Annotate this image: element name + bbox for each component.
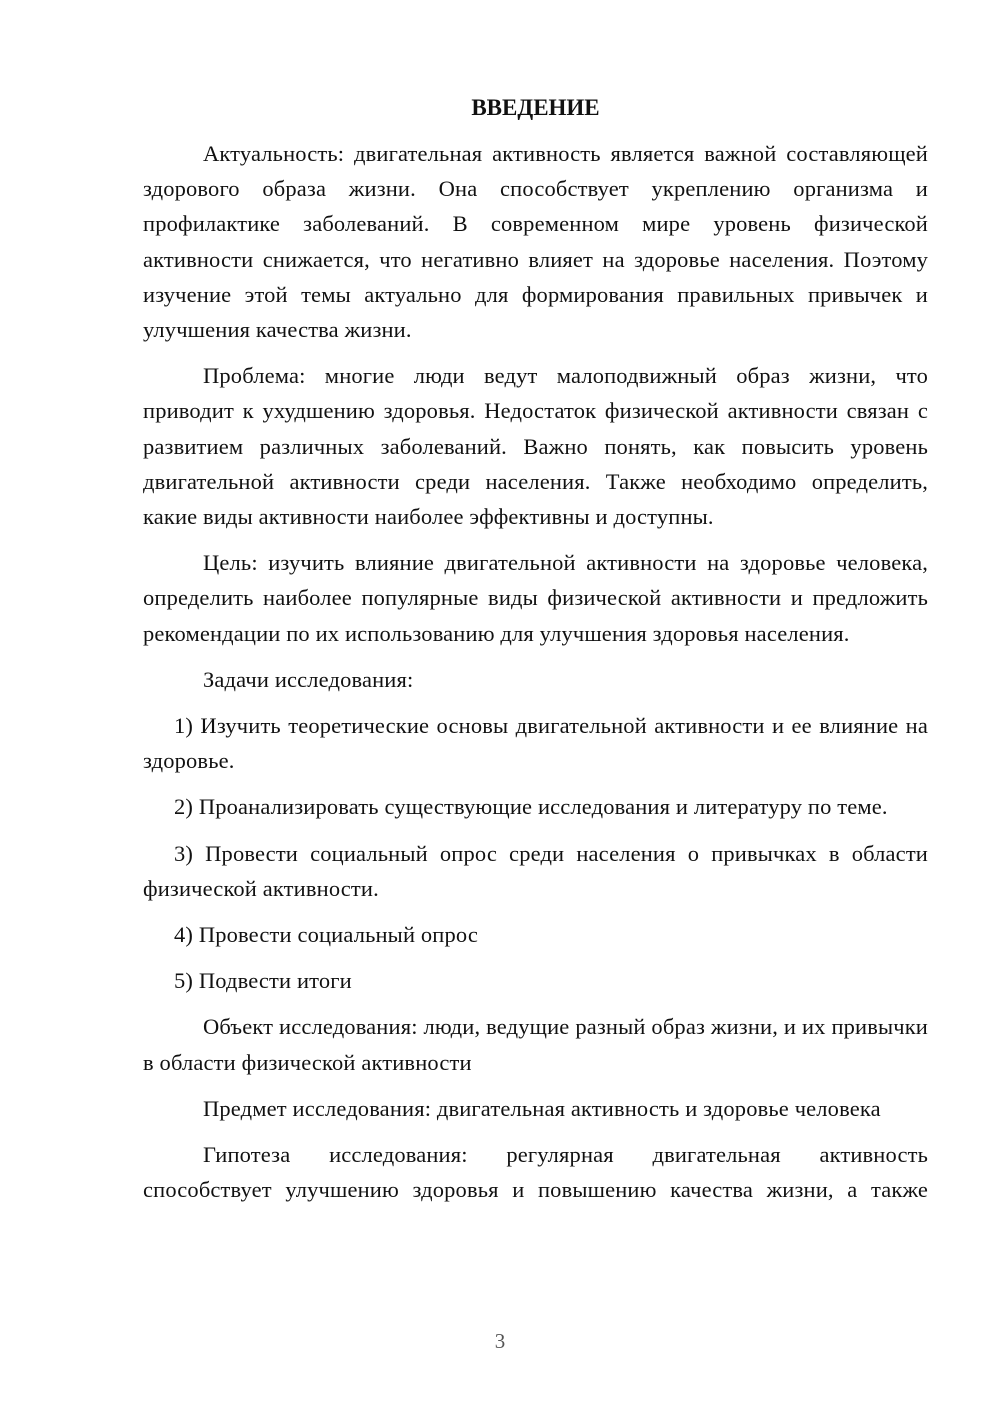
page-number: 3 bbox=[494, 1329, 506, 1353]
paragraph-problem: Проблема: многие люди ведут малоподвижный образ жизни, что приводит к ухудшению здоровья. Недостаток физической активности связан с развитием различных заболеваний. Важно понять, как повысить уровень двигательной активности среди населения. Также необходимо определить, какие виды активности наиболее эффективны и доступны. bbox=[143, 363, 928, 530]
paragraph-hypothesis: Гипотеза исследования: регулярная двигательная активность способствует улучшению здоровья и повышению качества жизни, а также bbox=[143, 1142, 928, 1203]
paragraph-subject: Предмет исследования: двигательная активность и здоровье человека bbox=[203, 1095, 881, 1121]
task-item-3: 3) Провести социальный опрос среди населения о привычках в области физической активности. bbox=[143, 840, 928, 901]
document-title: ВВЕДЕНИЕ bbox=[471, 95, 600, 120]
tasks-heading: Задачи исследования: bbox=[203, 666, 414, 692]
paragraph-relevance: Актуальность: двигательная активность является важной составляющей здорового образа жизни. Она способствует укреплению организма и профилактике заболеваний. В современном мире уровень физической активности снижается, что негативно влияет на здоровье населения. Поэтому изучение этой темы актуально для формирования правильных привычек и улучшения качества жизни. bbox=[143, 141, 928, 343]
task-item-4: 4) Провести социальный опрос bbox=[174, 922, 478, 948]
task-item-1: 1) Изучить теоретические основы двигательной активности и ее влияние на здоровье. bbox=[143, 713, 928, 774]
document-page bbox=[143, 90, 928, 1207]
task-item-2: 2) Проанализировать существующие исследования и литературу по теме. bbox=[174, 794, 888, 820]
task-item-5: 5) Подвести итоги bbox=[174, 968, 352, 994]
paragraph-object: Объект исследования: люди, ведущие разный образ жизни, и их привычки в области физической активности bbox=[143, 1014, 928, 1075]
paragraph-goal: Цель: изучить влияние двигательной активности на здоровье человека, определить наиболее популярные виды физической активности и предложить рекомендации по их использованию для улучшения здоровья населения. bbox=[143, 550, 928, 646]
